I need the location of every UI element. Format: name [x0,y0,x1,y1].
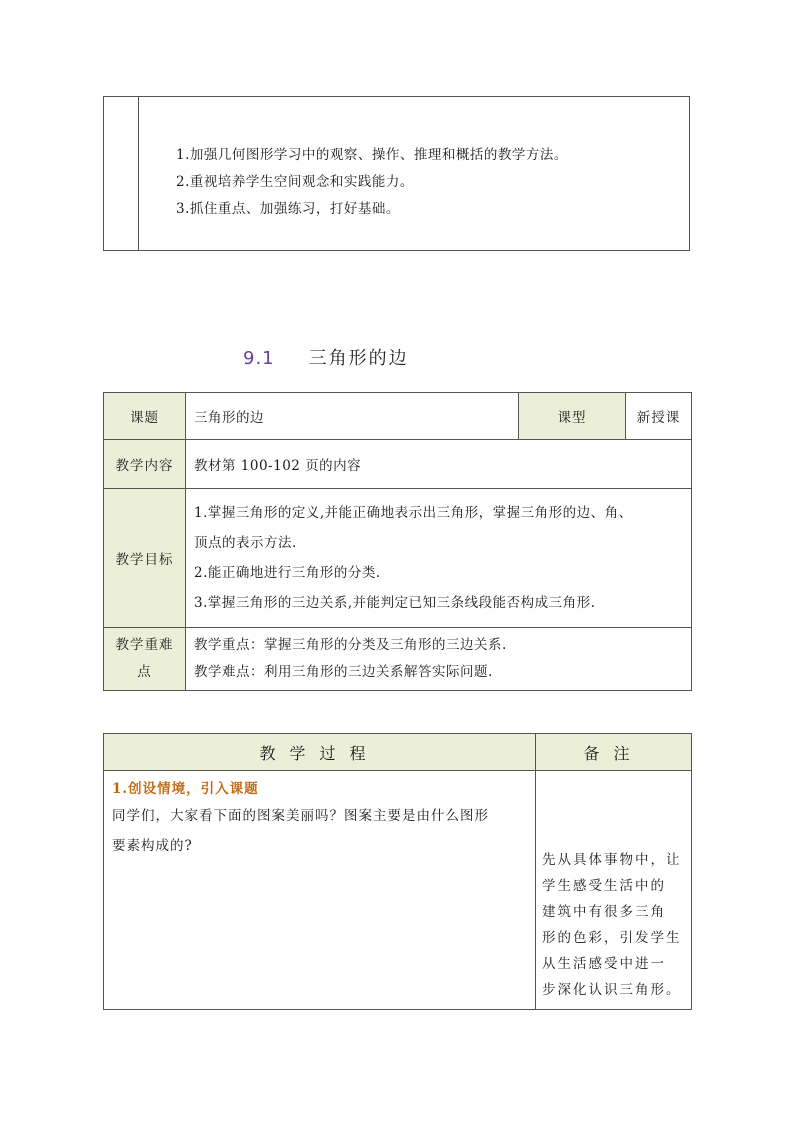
difficulty-label [104,628,186,691]
goals-cell [186,489,692,628]
goal-line-3: 2.能正确地进行三角形的分类. [194,565,381,581]
note-line-4: 形的色彩，引发学生 [542,930,682,946]
note-text [542,847,685,1003]
note-line-2: 学生感受生活中的 [542,878,666,894]
goal-line-2: 顶点的表示方法. [194,535,297,551]
topic-value: 三角形的边 [186,393,519,440]
section-name: 三角形的边 [308,348,409,369]
objective-line-2: 2.重视培养学生空间观念和实践能力。 [176,174,414,190]
note-line-5: 从生活感受中进一 [542,956,666,972]
goal-line-4: 3.掌握三角形的三边关系,并能判定已知三条线段能否构成三角形. [194,595,596,611]
difficult-point: 教学难点：利用三角形的三边关系解答实际问题. [194,664,493,680]
difficulty-label-line-1: 教学重难 [115,637,174,653]
process-header: 教学过程 [104,734,536,771]
lesson-info-table [103,392,692,691]
content-value: 教材第 100-102 页的内容 [186,440,692,489]
note-line-6: 步深化认识三角形。 [542,982,682,998]
section-title [243,344,409,370]
type-label: 课型 [519,393,626,440]
step-1-text-line-2: 要素构成的? [112,838,193,854]
topic-label: 课题 [104,393,186,440]
section-number: 9.1 [243,348,275,369]
step-1-heading: 1.创设情境，引入课题 [112,781,259,797]
note-line-3: 建筑中有很多三角 [542,904,666,920]
content-label: 教学内容 [104,440,186,489]
notes-header: 备注 [536,734,692,771]
objectives-box [103,96,690,251]
step-1-text [112,801,527,861]
key-point: 教学重点：掌握三角形的分类及三角形的三边关系. [194,637,507,653]
goals-label: 教学目标 [104,489,186,628]
difficulty-label-line-2: 点 [137,664,152,680]
notes-cell [536,771,692,1010]
note-line-1: 先从具体事物中，让 [542,852,682,868]
teaching-process-table [103,733,692,1010]
objectives-box-left-column [104,97,139,250]
goal-line-1: 1.掌握三角形的定义,并能正确地表示出三角形，掌握三角形的边、角、 [194,505,633,521]
objective-line-1: 1.加强几何图形学习中的观察、操作、推理和概括的教学方法。 [176,147,568,163]
objective-line-3: 3.抓住重点、加强练习，打好基础。 [176,201,400,217]
step-1-text-line-1: 同学们，大家看下面的图案美丽吗？图案主要是由什么图形 [112,808,489,824]
difficulty-cell [186,628,692,691]
type-value: 新授课 [626,393,692,440]
process-content-cell [104,771,536,1010]
